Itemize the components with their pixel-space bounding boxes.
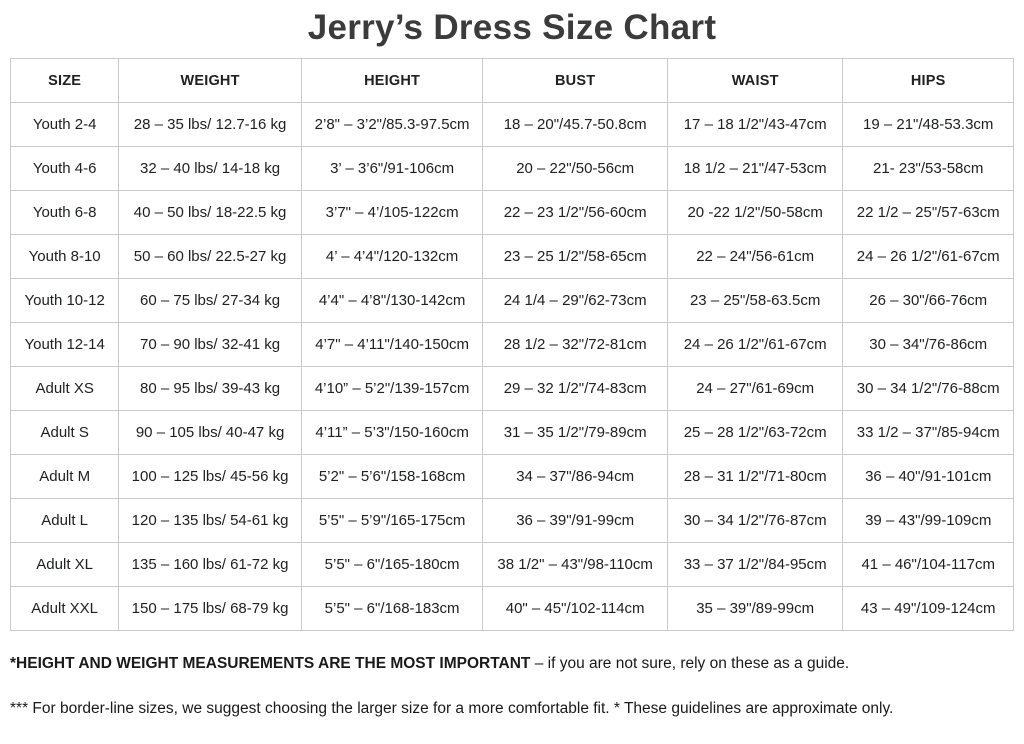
cell-weight: 135 – 160 lbs/ 61-72 kg (119, 543, 302, 587)
cell-weight: 32 – 40 lbs/ 14-18 kg (119, 147, 302, 191)
table-header-row (11, 59, 1014, 103)
cell-waist: 22 – 24"/56-61cm (667, 235, 843, 279)
cell-height: 3’ – 3’6"/91-106cm (301, 147, 483, 191)
table-row-youth-4-6 (11, 147, 1014, 191)
cell-height: 2’8" – 3’2"/85.3-97.5cm (301, 103, 483, 147)
cell-height: 3’7" – 4’/105-122cm (301, 191, 483, 235)
cell-waist: 24 – 26 1/2"/61-67cm (667, 323, 843, 367)
table-row-adult-m (11, 455, 1014, 499)
column-header-weight: WEIGHT (119, 59, 302, 103)
size-label: Adult L (11, 499, 119, 543)
table-row-adult-xxl (11, 587, 1014, 631)
cell-weight: 150 – 175 lbs/ 68-79 kg (119, 587, 302, 631)
cell-waist: 24 – 27"/61-69cm (667, 367, 843, 411)
cell-bust: 28 1/2 – 32"/72-81cm (483, 323, 668, 367)
cell-waist: 23 – 25"/58-63.5cm (667, 279, 843, 323)
cell-weight: 28 – 35 lbs/ 12.7-16 kg (119, 103, 302, 147)
size-label: Youth 4-6 (11, 147, 119, 191)
size-label: Youth 2-4 (11, 103, 119, 147)
cell-waist: 20 -22 1/2"/50-58cm (667, 191, 843, 235)
cell-hips: 36 – 40"/91-101cm (843, 455, 1014, 499)
cell-hips: 22 1/2 – 25"/57-63cm (843, 191, 1014, 235)
cell-bust: 20 – 22"/50-56cm (483, 147, 668, 191)
table-row-adult-xs (11, 367, 1014, 411)
cell-weight: 40 – 50 lbs/ 18-22.5 kg (119, 191, 302, 235)
cell-hips: 30 – 34"/76-86cm (843, 323, 1014, 367)
cell-hips: 33 1/2 – 37"/85-94cm (843, 411, 1014, 455)
footnote-bold-text: *HEIGHT AND WEIGHT MEASUREMENTS ARE THE MOST IMPORTANT (10, 655, 531, 672)
page-title: Jerry’s Dress Size Chart (307, 8, 717, 47)
cell-bust: 18 – 20"/45.7-50.8cm (483, 103, 668, 147)
size-label: Youth 6-8 (11, 191, 119, 235)
size-label: Youth 10-12 (11, 279, 119, 323)
cell-bust: 29 – 32 1/2"/74-83cm (483, 367, 668, 411)
table-row-adult-xl (11, 543, 1014, 587)
cell-height: 4’10” – 5’2"/139-157cm (301, 367, 483, 411)
cell-waist: 25 – 28 1/2"/63-72cm (667, 411, 843, 455)
cell-weight: 60 – 75 lbs/ 27-34 kg (119, 279, 302, 323)
cell-bust: 23 – 25 1/2"/58-65cm (483, 235, 668, 279)
footnote-regular-text: – if you are not sure, rely on these as a guide. (530, 655, 850, 672)
cell-bust: 31 – 35 1/2"/79-89cm (483, 411, 668, 455)
cell-hips: 39 – 43"/99-109cm (843, 499, 1014, 543)
cell-height: 5’5" – 6"/168-183cm (301, 587, 483, 631)
cell-height: 5’5" – 5’9"/165-175cm (301, 499, 483, 543)
cell-height: 5’2" – 5’6"/158-168cm (301, 455, 483, 499)
cell-hips: 26 – 30"/66-76cm (843, 279, 1014, 323)
footnote-borderline: *** For border-line sizes, we suggest choosing the larger size for a more comfortable fit. * These guidelines are approximate only. (10, 700, 894, 717)
cell-weight: 70 – 90 lbs/ 32-41 kg (119, 323, 302, 367)
cell-height: 5’5" – 6"/165-180cm (301, 543, 483, 587)
cell-bust: 40" – 45"/102-114cm (483, 587, 668, 631)
cell-waist: 18 1/2 – 21"/47-53cm (667, 147, 843, 191)
table-row-youth-6-8 (11, 191, 1014, 235)
size-label: Youth 8-10 (11, 235, 119, 279)
cell-waist: 33 – 37 1/2"/84-95cm (667, 543, 843, 587)
size-label: Adult XXL (11, 587, 119, 631)
table-row-adult-l (11, 499, 1014, 543)
table-row-youth-12-14 (11, 323, 1014, 367)
cell-hips: 19 – 21"/48-53.3cm (843, 103, 1014, 147)
cell-waist: 30 – 34 1/2"/76-87cm (667, 499, 843, 543)
cell-height: 4’7" – 4’11"/140-150cm (301, 323, 483, 367)
table-row-adult-s (11, 411, 1014, 455)
cell-bust: 36 – 39"/91-99cm (483, 499, 668, 543)
footnote-height-weight (10, 655, 1014, 673)
cell-waist: 35 – 39"/89-99cm (667, 587, 843, 631)
size-label: Adult M (11, 455, 119, 499)
column-header-hips: HIPS (843, 59, 1014, 103)
footnotes (10, 655, 1014, 718)
cell-hips: 30 – 34 1/2"/76-88cm (843, 367, 1014, 411)
cell-weight: 80 – 95 lbs/ 39-43 kg (119, 367, 302, 411)
size-chart-table (10, 58, 1014, 631)
table-row-youth-8-10 (11, 235, 1014, 279)
cell-waist: 28 – 31 1/2"/71-80cm (667, 455, 843, 499)
column-header-height: HEIGHT (301, 59, 483, 103)
cell-height: 4’11” – 5’3"/150-160cm (301, 411, 483, 455)
column-header-waist: WAIST (667, 59, 843, 103)
size-label: Youth 12-14 (11, 323, 119, 367)
column-header-bust: BUST (483, 59, 668, 103)
table-row-youth-2-4 (11, 103, 1014, 147)
cell-bust: 38 1/2" – 43"/98-110cm (483, 543, 668, 587)
cell-bust: 34 – 37"/86-94cm (483, 455, 668, 499)
table-row-youth-10-12 (11, 279, 1014, 323)
cell-hips: 21- 23"/53-58cm (843, 147, 1014, 191)
size-label: Adult XS (11, 367, 119, 411)
cell-weight: 100 – 125 lbs/ 45-56 kg (119, 455, 302, 499)
cell-height: 4’4" – 4’8"/130-142cm (301, 279, 483, 323)
cell-bust: 22 – 23 1/2"/56-60cm (483, 191, 668, 235)
cell-bust: 24 1/4 – 29"/62-73cm (483, 279, 668, 323)
cell-hips: 41 – 46"/104-117cm (843, 543, 1014, 587)
cell-weight: 120 – 135 lbs/ 54-61 kg (119, 499, 302, 543)
column-header-size: SIZE (11, 59, 119, 103)
cell-weight: 90 – 105 lbs/ 40-47 kg (119, 411, 302, 455)
size-label: Adult S (11, 411, 119, 455)
cell-hips: 43 – 49"/109-124cm (843, 587, 1014, 631)
cell-hips: 24 – 26 1/2"/61-67cm (843, 235, 1014, 279)
cell-weight: 50 – 60 lbs/ 22.5-27 kg (119, 235, 302, 279)
size-label: Adult XL (11, 543, 119, 587)
cell-height: 4’ – 4’4"/120-132cm (301, 235, 483, 279)
cell-waist: 17 – 18 1/2"/43-47cm (667, 103, 843, 147)
